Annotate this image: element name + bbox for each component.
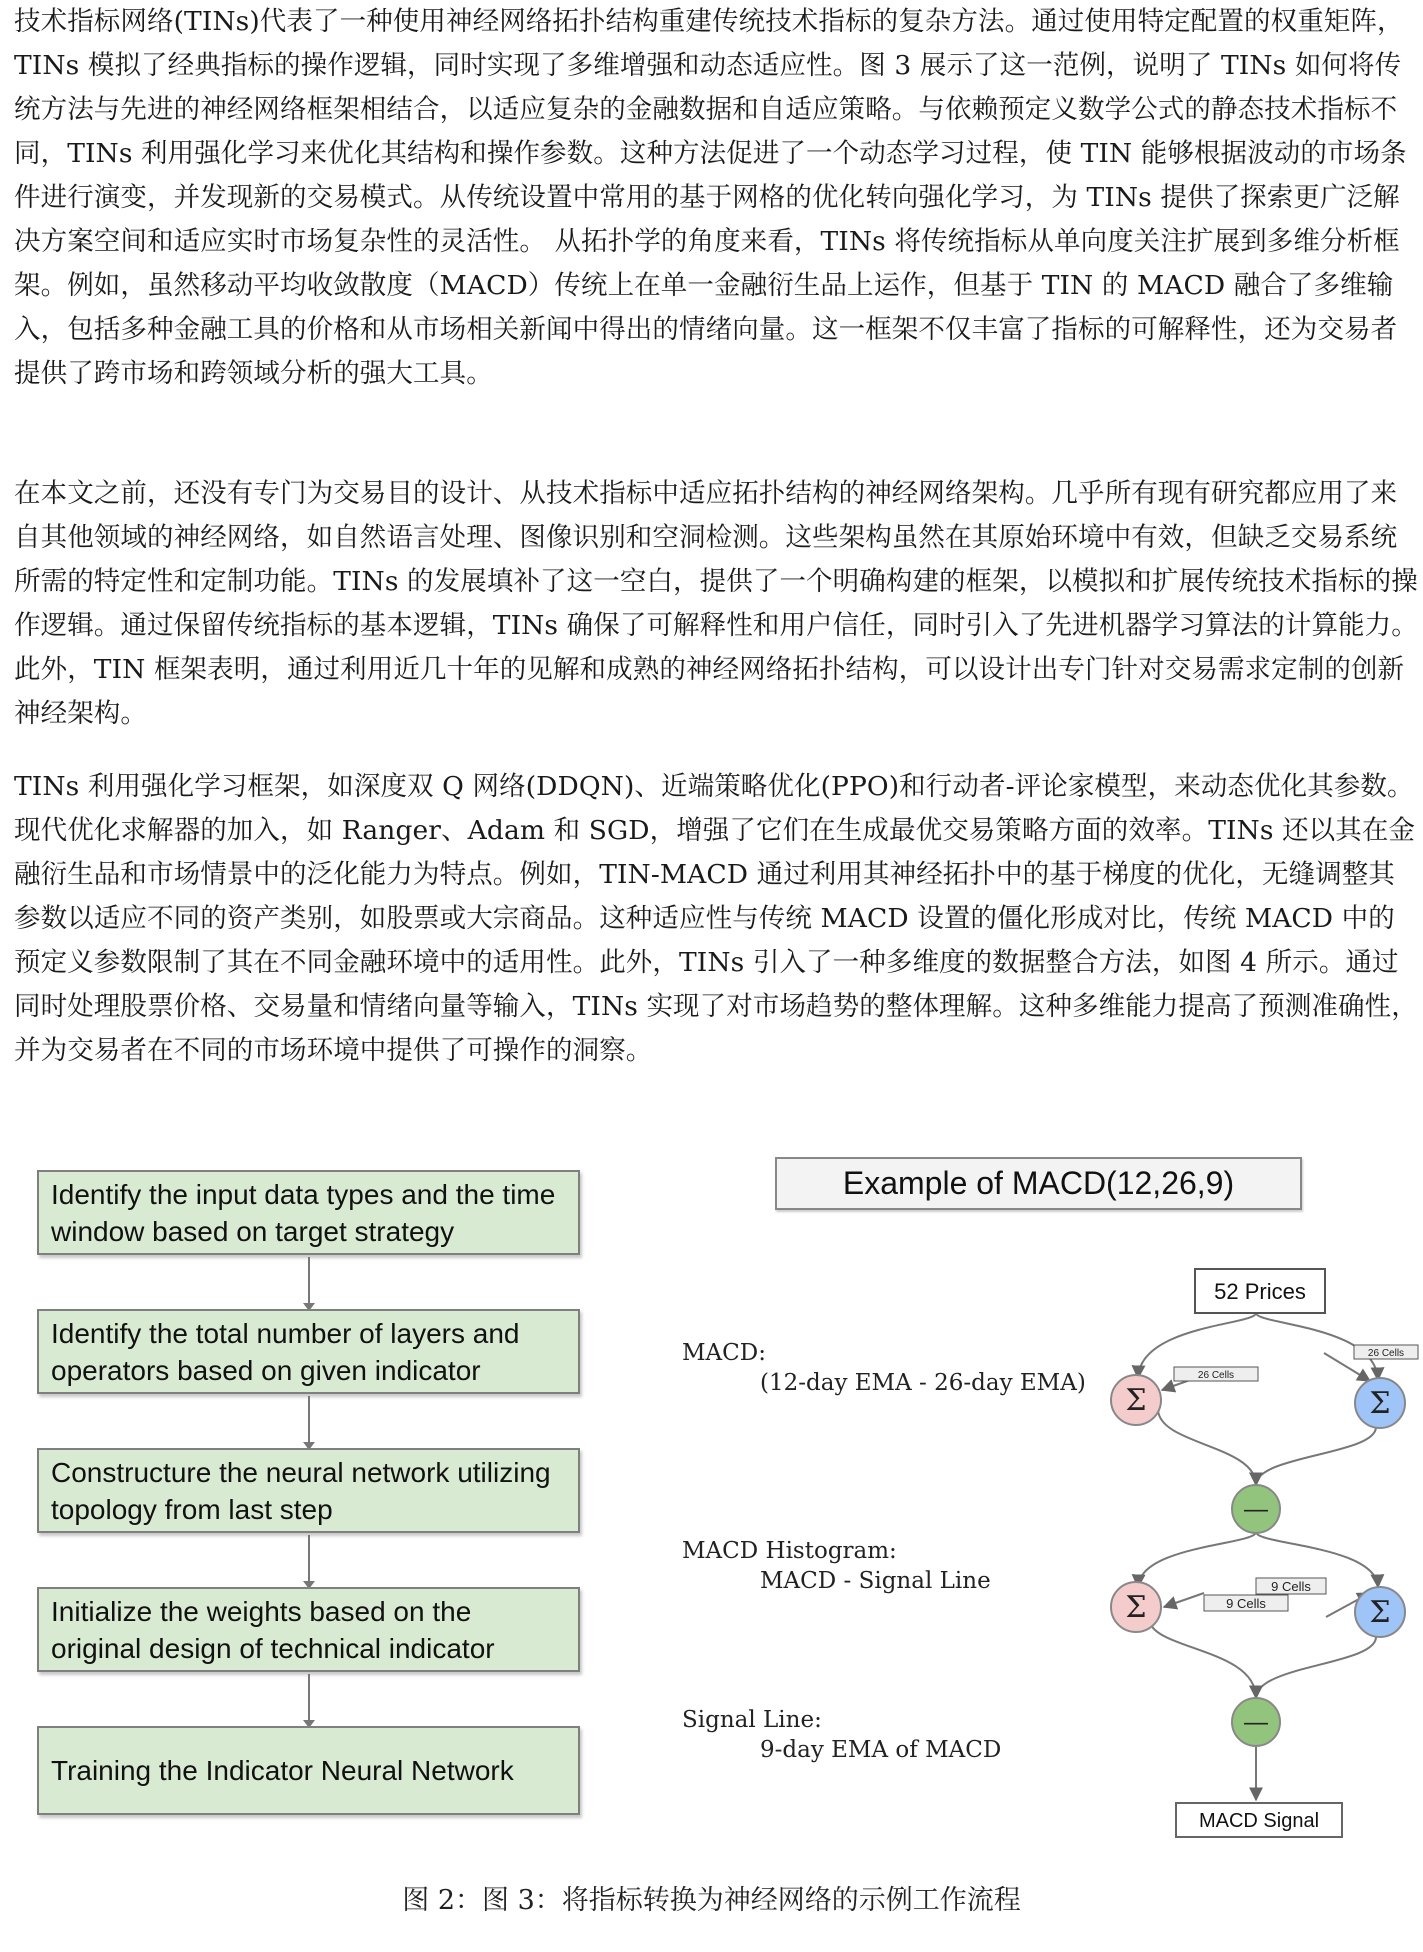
sum-symbol-left-2: Σ — [1125, 1590, 1147, 1625]
cells-26-left-label — [1174, 1367, 1258, 1381]
cells-9-left-label — [1204, 1595, 1288, 1611]
cells-9-right-label — [1256, 1578, 1326, 1594]
flow-arrow-4 — [308, 1674, 310, 1726]
edge-sum-left-to-minus-2 — [1150, 1623, 1256, 1698]
minus-symbol-2: — — [1244, 1709, 1268, 1736]
macd-label: MACD: — [682, 1340, 766, 1366]
output-node — [1176, 1803, 1342, 1837]
histogram-formula: MACD - Signal Line — [760, 1568, 991, 1594]
edge-sum-right-to-minus-2 — [1256, 1637, 1376, 1698]
signal-line-label: Signal Line: — [682, 1707, 822, 1733]
input-node — [1195, 1269, 1325, 1313]
histogram-label: MACD Histogram: — [682, 1538, 897, 1564]
flow-step-2-text: Identify the total number of layers and operators based on given indicator — [51, 1317, 520, 1386]
output-node-label: MACD Signal — [1198, 1810, 1320, 1832]
flow-step-1-text: Identify the input data types and the time window based on target strategy — [51, 1178, 556, 1247]
flow-step-3 — [37, 1448, 580, 1533]
sum-node-right-2 — [1355, 1587, 1405, 1637]
input-node-label: 52 Prices — [1214, 1279, 1306, 1304]
flow-step-5 — [37, 1726, 580, 1815]
paragraph-2: 在本文之前，还没有专门为交易目的设计、从技术指标中适应拓扑结构的神经网络架构。几乎所有现有研究都应用了来自其他领域的神经网络，如自然语言处理、图像识别和空洞检测。这些架构虽然在其原始环境中有效，但缺乏交易系统所需的特定性和定制功能。TINs 的发展填补了这一空白，提供了一个明确构建的框架，以模拟和扩展传统技术指标的操作逻辑。通过保留传统指标的基本逻辑，TINs 确保了可解释性和用户信任，同时引入了先进机器学习算法的计算能力。此外，TIN 框架表明，通过利用近几十年的见解和成熟的神经网络拓扑结构，可以设计出专门针对交易需求定制的创新神经架构。 — [14, 478, 1418, 729]
sum-symbol-left: Σ — [1125, 1383, 1147, 1418]
paragraph-3: TINs 利用强化学习框架，如深度双 Q 网络(DDQN)、近端策略优化(PPO)和行动者-评论家模型，来动态优化其参数。现代优化求解器的加入，如 Ranger、Adam 和 SGD，增强了它们在生成最优交易策略方面的效率。TINs 还以其在金融衍生品和市场情景中的泛化能力为特点。例如，TIN-MACD 通过利用其神经拓扑中的基于梯度的优化，无缝调整其参数以适应不同的资产类别，如股票或大宗商品。这种适应性与传统 MACD 设置的僵化形成对比，传统 MACD 中的预定义参数限制了其在不同金融环境中的适用性。此外，TINs 引入了一种多维度的数据整合方法，如图 4 所示。通过同时处理股票价格、交易量和情绪向量等输入，TINs 实现了对市场趋势的整体理解。这种多维能力提高了预测准确性，并为交易者在不同的市场环境中提供了可操作的洞察。 — [14, 771, 1418, 1066]
sum-node-right — [1355, 1378, 1405, 1428]
flow-arrow-2 — [308, 1396, 310, 1448]
flow-step-4 — [37, 1587, 580, 1672]
sum-symbol-right-2: Σ — [1369, 1595, 1391, 1630]
figure-caption: 图 2：图 3：将指标转换为神经网络的示例工作流程 — [402, 1885, 1021, 1916]
macd-title-box — [775, 1157, 1302, 1210]
edge-sum-right-to-minus — [1256, 1427, 1376, 1485]
flow-step-2 — [37, 1309, 580, 1394]
macd-title: Example of MACD(12,26,9) — [842, 1165, 1235, 1201]
edge-minus-to-sum-left — [1138, 1532, 1256, 1587]
flow-step-5-text: Training the Indicator Neural Network — [51, 1755, 514, 1786]
cells-26-left-text: 26 Cells — [1197, 1370, 1235, 1381]
sum-symbol-right: Σ — [1369, 1386, 1391, 1421]
macd-formula: (12-day EMA - 26-day EMA) — [760, 1370, 1086, 1396]
paragraph-1: 技术指标网络(TINs)代表了一种使用神经网络拓扑结构重建传统技术指标的复杂方法。通过使用特定配置的权重矩阵，TINs 模拟了经典指标的操作逻辑，同时实现了多维增强和动态适应性。图 3 展示了这一范例，说明了 TINs 如何将传统方法与先进的神经网络框架相结合，以适应复杂的金融数据和自适应策略。与依赖预定义数学公式的静态技术指标不同，TINs 利用强化学习来优化其结构和操作参数。这种方法促进了一个动态学习过程，使 TIN 能够根据波动的市场条件进行演变，并发现新的交易模式。从传统设置中常用的基于网格的优化转向强化学习，为 TINs 提供了探索更广泛解决方案空间和适应实时市场复杂性的灵活性。 从拓扑学的角度来看，TINs 将传统指标从单向度关注扩展到多维分析框架。例如，虽然移动平均收敛散度（MACD）传统上在单一金融衍生品上运作，但基于 TIN 的 MACD 融合了多维输入，包括多种金融工具的价格和从市场相关新闻中得出的情绪向量。这一框架不仅丰富了指标的可解释性，还为交易者提供了跨市场和跨领域分析的强大工具。 — [14, 6, 1407, 389]
cells-26-right-text: 26 Cells — [1367, 1348, 1405, 1359]
flow-step-4-text: Initialize the weights based on the original design of technical indicator — [51, 1595, 495, 1664]
macd-network-diagram — [1100, 1255, 1420, 1855]
minus-node-2 — [1232, 1698, 1280, 1746]
flow-arrow-1 — [308, 1257, 310, 1309]
edge-sum-left-to-minus — [1158, 1410, 1256, 1485]
flow-step-1 — [37, 1170, 580, 1255]
signal-line-formula: 9-day EMA of MACD — [760, 1737, 1002, 1763]
cells-9-right-text: 9 Cells — [1271, 1579, 1311, 1594]
sum-node-left-2 — [1111, 1582, 1161, 1632]
minus-symbol-1: — — [1244, 1496, 1268, 1523]
minus-node-1 — [1232, 1485, 1280, 1533]
flow-step-3-text: Constructure the neural network utilizing topology from last step — [51, 1456, 551, 1525]
cells-9-left-text: 9 Cells — [1226, 1596, 1266, 1611]
sum-node-left — [1111, 1375, 1161, 1425]
flow-arrow-3 — [308, 1535, 310, 1587]
edge-cells9-left — [1164, 1593, 1204, 1607]
cells-26-right-label — [1354, 1345, 1418, 1359]
